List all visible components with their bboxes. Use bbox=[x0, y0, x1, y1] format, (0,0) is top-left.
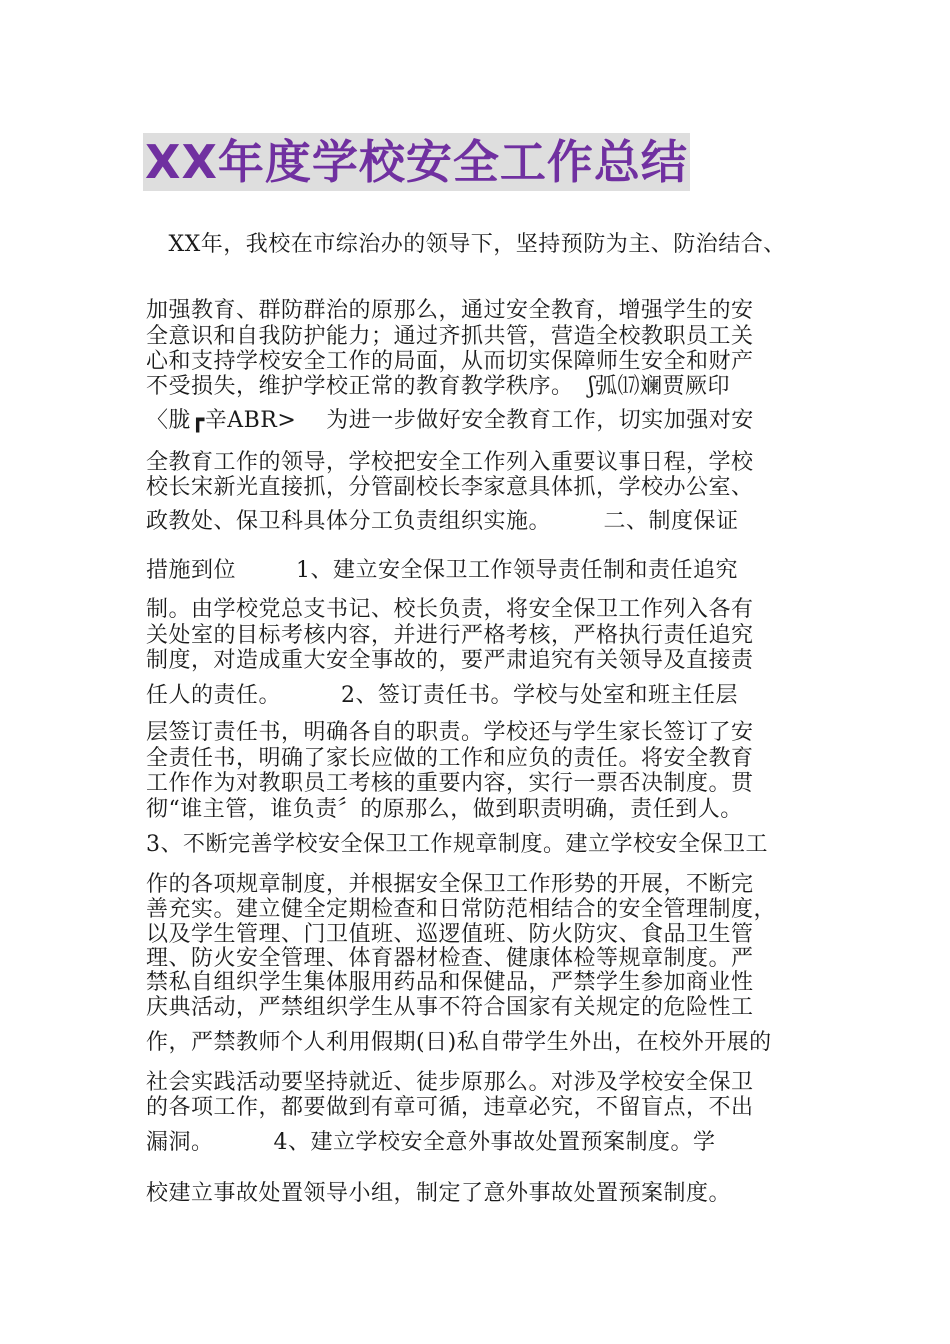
body-line: 以及学生管理、门卫值班、巡逻值班、防火防灾、食品卫生管 bbox=[146, 922, 754, 947]
body-line: 的各项工作，都要做到有章可循，违章必究，不留盲点，不出 bbox=[146, 1095, 754, 1120]
body-line: 作的各项规章制度，并根据安全保卫工作形势的开展，不断完 bbox=[146, 872, 754, 897]
body-line: 善充实。建立健全定期检查和日常防范相结合的安全管理制度， bbox=[146, 897, 777, 922]
body-line: 层签订责任书，明确各自的职责。学校还与学生家长签订了安 bbox=[146, 720, 754, 745]
body-line: 3、不断完善学校安全保卫工作规章制度。建立学校安全保卫工 bbox=[146, 832, 768, 857]
body-line: 校长宋新光直接抓，分管副校长李家意具体抓，学校办公室、 bbox=[146, 475, 754, 500]
document-title: XX年度学校安全工作总结 bbox=[145, 135, 688, 189]
body-line: 全责任书，明确了家长应做的工作和应负的责任。将安全教育 bbox=[146, 746, 754, 771]
body-line: 全意识和自我防护能力；通过齐抓共管，营造全校教职员工关 bbox=[146, 324, 754, 349]
title-highlight bbox=[143, 133, 690, 191]
body-line: 关处室的目标考核内容，并进行严格考核，严格执行责任追究 bbox=[146, 623, 754, 648]
body-line: 心和支持学校安全工作的局面，从而切实保障师生安全和财产 bbox=[146, 349, 754, 374]
body-line: 禁私自组织学生集体服用药品和保健品，严禁学生参加商业性 bbox=[146, 970, 754, 995]
body-line: 庆典活动，严禁组织学生从事不符合国家有关规定的危险性工 bbox=[146, 995, 754, 1020]
body-line: 制度，对造成重大安全事故的，要严肃追究有关领导及直接责 bbox=[146, 648, 754, 673]
body-line: 工作作为对教职员工考核的重要内容，实行一票否决制度。贯 bbox=[146, 771, 754, 796]
body-line: 作，严禁教师个人利用假期(日)私自带学生外出，在校外开展的 bbox=[146, 1030, 772, 1055]
body-line: 彻“谁主管，谁负责〞的原那么，做到职责明确，责任到人。 bbox=[146, 797, 743, 822]
body-line: 加强教育、群防群治的原那么，通过安全教育，增强学生的安 bbox=[146, 298, 754, 323]
body-line: 理、防火安全管理、体育器材检查、健康体检等规章制度。严 bbox=[146, 946, 754, 971]
body-line: 社会实践活动要坚持就近、徒步原那么。对涉及学校安全保卫 bbox=[146, 1070, 754, 1095]
body-line: 校建立事故处置领导小组，制定了意外事故处置预案制度。 bbox=[146, 1181, 732, 1206]
body-line: XX年，我校在市综治办的领导下，坚持预防为主、防治结合、 bbox=[146, 232, 786, 257]
body-line: 任人的责任。 2、签订责任书。学校与处室和班主任层 bbox=[146, 683, 738, 708]
body-line: 全教育工作的领导，学校把安全工作列入重要议事日程，学校 bbox=[146, 450, 754, 475]
body-line: 漏洞。 4、建立学校安全意外事故处置预案制度。学 bbox=[146, 1130, 716, 1155]
body-line: 〈胧┏辛ABR> 为进一步做好安全教育工作，切实加强对安 bbox=[146, 408, 754, 433]
body-line: 措施到位 1、建立安全保卫工作领导责任制和责任追究 bbox=[146, 558, 738, 583]
body-line: 不受损失，维护学校正常的教育教学秩序。 ʃ弧⒄斓贾厥印 bbox=[146, 374, 730, 399]
body-line: 制。由学校党总支书记、校长负责，将安全保卫工作列入各有 bbox=[146, 597, 754, 622]
body-line: 政教处、保卫科具体分工负责组织实施。 二、制度保证 bbox=[146, 509, 739, 534]
